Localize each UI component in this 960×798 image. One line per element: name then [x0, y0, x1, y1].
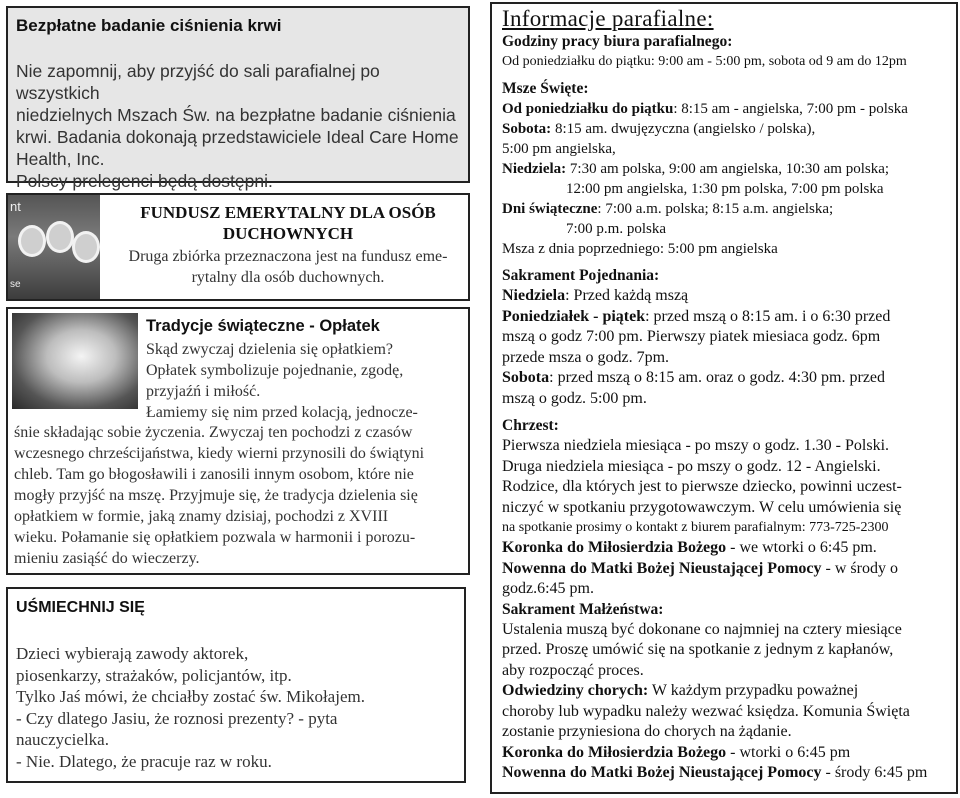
- retirement-fund-text-line: Druga zbiórka przeznaczona jest na fundusz eme-: [128, 248, 448, 265]
- traditions-intro: [146, 339, 466, 423]
- masses-heading: Msze Święte:: [502, 80, 589, 97]
- photo-caption-bottom: se: [10, 279, 21, 290]
- nuns-photo: [8, 195, 100, 299]
- traditions-body-line: mieniu zasiąść do wieczerzy.: [14, 550, 200, 567]
- traditions-box: [6, 307, 470, 575]
- oplatek-photo: [12, 313, 138, 409]
- retirement-fund-title-line: FUNDUSZ EMERYTALNY DLA OSÓB: [140, 203, 436, 222]
- blood-pressure-line: niedzielnych Mszach Św. na bezpłatne badanie ciśnienia: [16, 105, 456, 125]
- masses-sunday: Niedziela: 7:30 am polska, 9:00 am angielska, 10:30 am polska;: [502, 161, 890, 177]
- baptism-line: niczyć w spotkaniu przygotowawczym. W celu umówienia się: [502, 498, 902, 516]
- traditions-intro-line: Skąd zwyczaj dzielenia się opłatkiem?: [146, 341, 394, 358]
- traditions-intro-line: Łamiemy się nim przed kolacją, jednocze-: [146, 404, 418, 421]
- confession-sunday: Niedziela: Przed każdą mszą: [502, 287, 689, 304]
- masses-vigil: Msza z dnia poprzedniego: 5:00 pm angielska: [502, 241, 778, 257]
- baptism-line: Pierwsza niedziela miesiąca - po mszy o godz. 1.30 - Polski.: [502, 437, 890, 454]
- marriage-line: przed. Proszę umówić się na spotkanie z jednym z kapłanów,: [502, 641, 894, 658]
- smile-title: UŚMIECHNIJ SIĘ: [16, 599, 145, 616]
- office-hours: Od poniedziałku do piątku: 9:00 am - 5:00 pm, sobota od 9 am do 12pm: [502, 54, 907, 69]
- confession-weekday: Poniedziałek - piątek: przed mszą o 8:15 am. i o 6:30 przed: [502, 307, 891, 325]
- novena-line: Nowenna do Matki Bożej Nieustającej Pomocy - w środy o: [502, 559, 898, 577]
- blood-pressure-box: [6, 6, 470, 191]
- smile-line: Dzieci wybierają zawody aktorek,: [16, 644, 249, 663]
- smile-line: - Czy dlatego Jasiu, że roznosi prezenty? - pyta: [16, 708, 338, 728]
- baptism-heading: Chrzest:: [502, 417, 559, 434]
- baptism-line: Druga niedziela miesiąca - po mszy o godz. 12 - Angielski.: [502, 457, 881, 475]
- marriage-line: Ustalenia muszą być dokonane co najmniej na cztery miesiące: [502, 620, 902, 638]
- masses-holy-days: Dni świąteczne: 7:00 a.m. polska; 8:15 a.m. angielska;: [502, 201, 834, 217]
- parish-info-box: [490, 2, 958, 794]
- smile-line: nauczycielka.: [16, 730, 109, 749]
- parish-info-title: Informacje parafialne:: [502, 6, 714, 31]
- retirement-fund-text-line: rytalny dla osób duchownych.: [191, 269, 385, 286]
- baptism-contact: na spotkanie prosimy o kontakt z biurem parafialnym: 773-725-2300: [502, 520, 889, 535]
- traditions-body: [14, 422, 466, 569]
- photo-caption-top: nt: [10, 199, 21, 214]
- smile-line: - Nie. Dlatego, że pracuje raz w roku.: [16, 751, 272, 771]
- sick-visits-line: choroby lub wypadku należy wezwać księdza. Komunia Święta: [502, 702, 910, 720]
- masses-sunday-cont: 12:00 pm angielska, 1:30 pm polska, 7:00 pm polska: [566, 181, 884, 197]
- retirement-fund-title-line: DUCHOWNYCH: [222, 224, 354, 243]
- smile-box: [6, 587, 466, 783]
- baptism-line: Rodzice, dla których jest to pierwsze dziecko, powinni uczest-: [502, 478, 902, 495]
- blood-pressure-title: Bezpłatne badanie ciśnienia krwi: [16, 16, 282, 35]
- confession-weekday-cont: przede msza o godz. 7pm.: [502, 348, 670, 366]
- traditions-body-line: mogły przyjść na mszę. Przyjmuje się, że tradycja dzielenia się: [14, 487, 418, 504]
- traditions-body-line: chleb. Tam go błogosławili i zanosili innym osobom, które nie: [14, 466, 414, 483]
- traditions-body-line: wczesnego chrześcijaństwa, kiedy wierni przynosili do świątyni: [14, 445, 425, 462]
- masses-saturday-cont: 5:00 pm angielska,: [502, 141, 616, 157]
- masses-holy-days-cont: 7:00 p.m. polska: [566, 221, 666, 237]
- chaplet-line: Koronka do Miłosierdzia Bożego - we wtorki o 6:45 pm.: [502, 539, 877, 556]
- novena-line-cont: godz.6:45 pm.: [502, 580, 594, 597]
- confession-heading: Sakrament Pojednania:: [502, 267, 660, 284]
- retirement-fund-text: [108, 246, 468, 288]
- traditions-body-line: opłatkiem w formie, jaką znamy dzisiaj, pochodzi z XVIII: [14, 508, 389, 525]
- masses-saturday: Sobota: 8:15 am. dwujęzyczna (angielsko / polska),: [502, 121, 816, 137]
- masses-weekday: Od poniedziałku do piątku: 8:15 am - angielska, 7:00 pm - polska: [502, 101, 908, 117]
- traditions-body-line: wieku. Połamanie się opłatkiem pozwala w harmonii i porozu-: [14, 529, 416, 546]
- novena-line-2: Nowenna do Matki Bożej Nieustającej Pomocy - środy 6:45 pm: [502, 764, 928, 781]
- confession-saturday-cont: mszą o godz. 5:00 pm.: [502, 389, 647, 407]
- marriage-line: aby rozpocząć proces.: [502, 661, 644, 679]
- confession-weekday-cont: mszą o godz 7:00 pm. Pierwszy piatek miesiaca godz. 6pm: [502, 328, 881, 345]
- office-hours-heading: Godziny pracy biura parafialnego:: [502, 33, 733, 50]
- blood-pressure-line: Polscy prelegenci będą dostępni.: [16, 171, 273, 191]
- smile-line: Tylko Jaś mówi, że chciałby zostać św. Mikołajem.: [16, 687, 365, 706]
- retirement-fund-title: [108, 202, 468, 244]
- smile-line: piosenkarzy, strażaków, policjantów, itp.: [16, 665, 292, 685]
- traditions-title: Tradycje świąteczne - Opłatek: [146, 317, 380, 335]
- sick-visits-line: zostanie przyniesiona do chorych na żądanie.: [502, 723, 792, 740]
- sick-visits: Odwiedziny chorych: W każdym przypadku poważnej: [502, 682, 859, 699]
- blood-pressure-line: Nie zapomnij, aby przyjść do sali parafialnej po wszystkich: [16, 61, 380, 103]
- traditions-intro-line: Opłatek symbolizuje pojednanie, zgodę,: [146, 362, 404, 379]
- retirement-fund-box: [6, 193, 470, 301]
- marriage-heading: Sakrament Małżeństwa:: [502, 600, 664, 618]
- traditions-body-line: śnie składając sobie życzenia. Zwyczaj ten pochodzi z czasów: [14, 424, 413, 441]
- confession-saturday: Sobota: przed mszą o 8:15 am. oraz o godz. 4:30 pm. przed: [502, 369, 886, 386]
- chaplet-line-2: Koronka do Miłosierdzia Bożego - wtorki o 6:45 pm: [502, 743, 851, 761]
- blood-pressure-line: Health, Inc.: [16, 149, 105, 169]
- blood-pressure-line: krwi. Badania dokonają przedstawiciele Ideal Care Home: [16, 127, 459, 147]
- traditions-intro-line: przyjaźń i miłość.: [146, 383, 261, 400]
